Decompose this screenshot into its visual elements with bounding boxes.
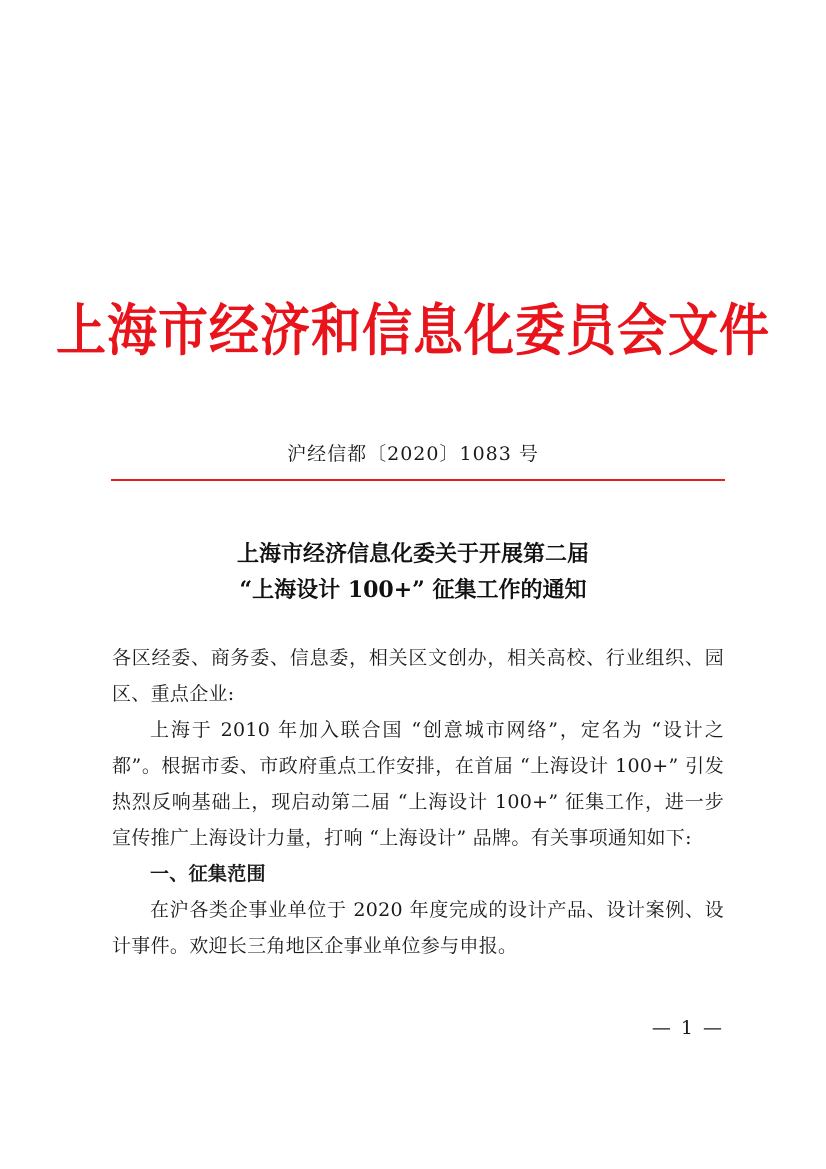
intro-paragraph: 上海于 2010 年加入联合国 “创意城市网络”，定名为 “设计之都”。根据市委、市政府重点工作安排，在首届 “上海设计 100+” 引发热烈反响基础上，现启动第二届 “上海设计 100+” 征集工作，进一步宣传推广上海设计力量，打响 “上海设计” 品牌。有关事项通知如下: (112, 719, 724, 849)
section-scope-paragraph: 在沪各类企事业单位于 2020 年度完成的设计产品、设计案例、设计事件。欢迎长三角地区企事业单位参与申报。 (112, 899, 724, 957)
document-number: 沪经信都〔2020〕1083 号 (287, 443, 539, 465)
notice-title-line-1: 上海市经济信息化委关于开展第二届 (236, 541, 589, 567)
section-heading-scope: 一、征集范围 (150, 863, 266, 885)
page-number: — 1 — (651, 1017, 724, 1039)
document-masthead: 上海市经济和信息化委员会文件 (56, 297, 770, 364)
notice-title (0, 536, 826, 608)
red-divider-rule (111, 479, 725, 481)
notice-title-line-2: “上海设计 100+” 征集工作的通知 (239, 577, 587, 603)
document-body (112, 640, 724, 964)
addressees-paragraph: 各区经委、商务委、信息委，相关区文创办，相关高校、行业组织、园区、重点企业: (112, 647, 724, 705)
